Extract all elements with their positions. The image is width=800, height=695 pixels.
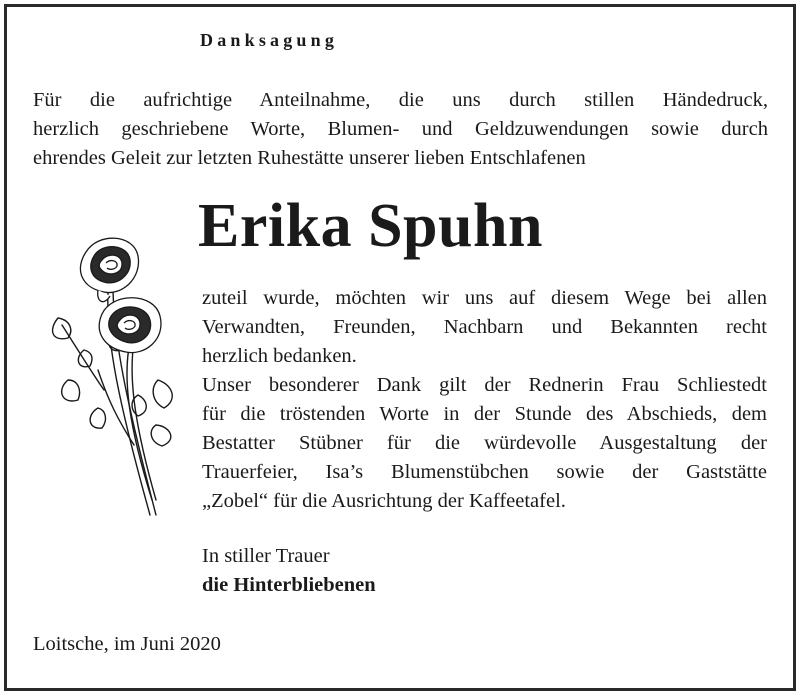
body-line: zuteil wurde, möchten wir uns auf diesem Wege bei allen xyxy=(202,287,767,309)
body-line: Trauerfeier, Isa’s Blumenstübchen sowie der Gaststätte xyxy=(202,461,767,483)
body-line: Verwandten, Freunden, Nachbarn und Bekannten recht xyxy=(202,316,767,338)
notice-heading: Danksagung xyxy=(200,30,339,50)
body-line: Unser besonderer Dank gilt der Rednerin Frau Schliestedt xyxy=(202,374,767,396)
closing-block xyxy=(202,542,376,600)
thanks-paragraph xyxy=(202,284,767,516)
signature: die Hinterbliebenen xyxy=(202,574,376,596)
intro-line: ehrendes Geleit zur letzten Ruhestätte unserer lieben Entschlafenen xyxy=(33,147,586,169)
deceased-name: Erika Spuhn xyxy=(198,192,543,260)
body-line: herzlich bedanken. xyxy=(202,345,357,367)
closing-text: In stiller Trauer xyxy=(202,545,330,567)
intro-line: herzlich geschriebene Worte, Blumen- und Geldzuwendungen sowie durch xyxy=(33,118,768,140)
roses-illustration xyxy=(38,230,188,530)
body-line: Bestatter Stübner für die würdevolle Ausgestaltung der xyxy=(202,432,767,454)
body-line: „Zobel“ für die Ausrichtung der Kaffeetafel. xyxy=(202,490,566,512)
place-date: Loitsche, im Juni 2020 xyxy=(33,633,221,655)
intro-paragraph xyxy=(33,86,768,173)
intro-line: Für die aufrichtige Anteilnahme, die uns durch stillen Händedruck, xyxy=(33,89,768,111)
body-line: für die tröstenden Worte in der Stunde des Abschieds, dem xyxy=(202,403,767,425)
